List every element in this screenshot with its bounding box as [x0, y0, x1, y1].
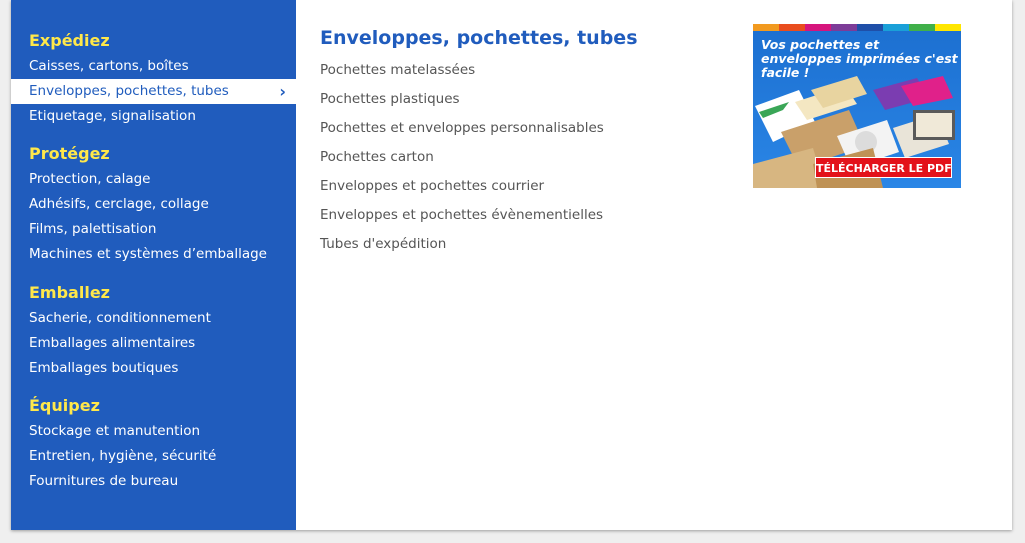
submenu-title[interactable]: Enveloppes, pochettes, tubes [320, 27, 638, 49]
submenu-link[interactable]: Pochettes et enveloppes personnalisables [320, 120, 604, 136]
sidebar-item-protection[interactable] [11, 167, 296, 192]
promo-headline: Vos pochettes et enveloppes imprimées c'est facile ! [761, 37, 958, 80]
submenu-link[interactable]: Enveloppes et pochettes courrier [320, 178, 545, 194]
download-pdf-button[interactable]: TÉLÉCHARGER LE PDF [815, 157, 952, 178]
sidebar-item-label: Entretien, hygiène, sécurité [29, 448, 217, 464]
sidebar-item-label: Sacherie, conditionnement [29, 310, 211, 326]
mega-menu-panel [11, 0, 1012, 530]
sidebar-item-stockage[interactable] [11, 419, 296, 444]
sidebar-item-alimentaires[interactable] [11, 331, 296, 356]
sidebar-item-machines[interactable] [11, 242, 296, 267]
group-title-protegez[interactable]: Protégez [29, 144, 110, 163]
sidebar-item-label: Etiquetage, signalisation [29, 108, 196, 124]
sidebar-item-label: Films, palettisation [29, 221, 157, 237]
sidebar-item-adhesifs[interactable] [11, 192, 296, 217]
category-sidebar [11, 0, 296, 530]
submenu-content [296, 0, 1012, 530]
sidebar-item-label: Stockage et manutention [29, 423, 201, 439]
sidebar-item-sacherie[interactable] [11, 306, 296, 331]
sidebar-item-label: Adhésifs, cerclage, collage [29, 196, 209, 212]
chevron-right-icon: › [279, 82, 286, 101]
sidebar-item-label: Enveloppes, pochettes, tubes [29, 83, 229, 99]
group-title-expediez[interactable]: Expédiez [29, 31, 110, 50]
sidebar-item-label: Emballages boutiques [29, 360, 179, 376]
sidebar-item-caisses[interactable] [11, 54, 296, 79]
group-title-equipez[interactable]: Équipez [29, 396, 100, 415]
sidebar-item-label: Fournitures de bureau [29, 473, 179, 489]
sidebar-item-fournitures[interactable] [11, 469, 296, 494]
submenu-link[interactable]: Pochettes plastiques [320, 91, 460, 107]
sidebar-item-enveloppes[interactable] [11, 79, 296, 104]
group-title-emballez[interactable]: Emballez [29, 283, 110, 302]
submenu-link[interactable]: Tubes d'expédition [320, 236, 447, 252]
sidebar-item-entretien[interactable] [11, 444, 296, 469]
sidebar-item-etiquetage[interactable] [11, 104, 296, 129]
submenu-link[interactable]: Pochettes matelassées [320, 62, 476, 78]
sidebar-item-boutiques[interactable] [11, 356, 296, 381]
submenu-link[interactable]: Enveloppes et pochettes évènementielles [320, 207, 604, 223]
sidebar-item-label: Caisses, cartons, boîtes [29, 58, 189, 74]
submenu-link[interactable]: Pochettes carton [320, 149, 434, 165]
promo-banner[interactable] [753, 24, 961, 188]
sidebar-item-label: Emballages alimentaires [29, 335, 196, 351]
sidebar-item-label: Protection, calage [29, 171, 151, 187]
sidebar-item-films[interactable] [11, 217, 296, 242]
sidebar-item-label: Machines et systèmes d’emballage [29, 246, 267, 262]
